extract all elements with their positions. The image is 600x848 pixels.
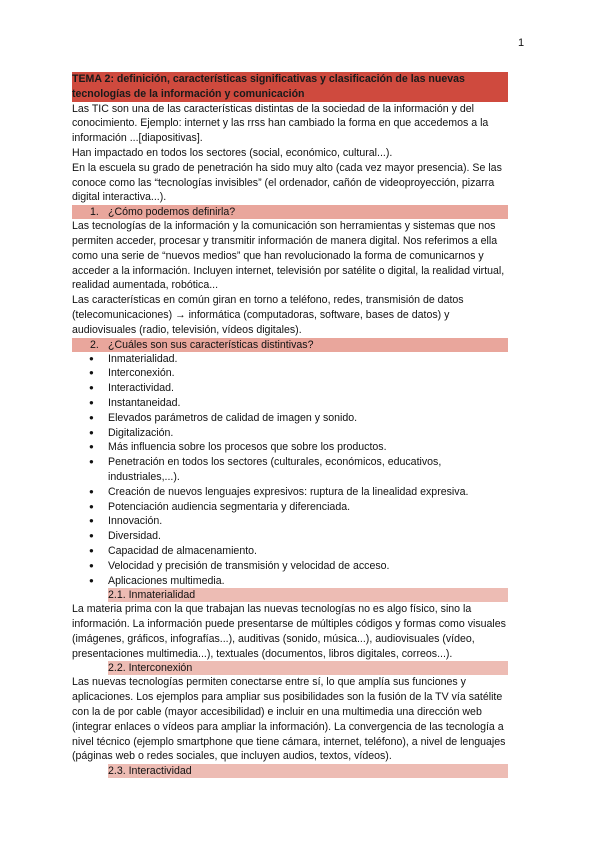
- subsection-heading-interconexion: 2.2. Interconexión: [108, 661, 508, 675]
- section-number: 2.: [90, 338, 99, 351]
- list-item: ● Potenciación audiencia segmentaria y diferenciada.: [72, 500, 508, 515]
- section-heading-characteristics: [72, 338, 508, 352]
- subsection-heading-interactividad: 2.3. Interactividad: [108, 764, 508, 778]
- list-item: ● Elevados parámetros de calidad de imagen y sonido.: [72, 411, 508, 426]
- list-item: ● Inmaterialidad.: [72, 352, 508, 367]
- section-heading-definition: [72, 205, 508, 219]
- list-item: ● Diversidad.: [72, 529, 508, 544]
- document-title: TEMA 2: definición, características significativas y clasificación de las nuevas tecnologías de la información y comunicación: [72, 72, 508, 102]
- intro-paragraph: En la escuela su grado de penetración ha sido muy alto (cada vez mayor presencia). Se las conoce como las “tecnologías invisibles” (el ordenador, cañón de videoproyección, pizarra digital interactiva...).: [72, 161, 502, 204]
- list-item: ● Interconexión.: [72, 366, 508, 381]
- list-item: ● Penetración en todos los sectores (culturales, económicos, educativos, industriales,...).: [72, 455, 508, 485]
- section-heading-text: ¿Cuáles son sus características distintivas?: [108, 338, 314, 351]
- subsection-heading-inmaterialidad: 2.1. Inmaterialidad: [108, 588, 508, 602]
- body-paragraph: La materia prima con la que trabajan las nuevas tecnologías no es algo físico, sino la información. La información puede presentarse de múltiples códigos y formas como visuales (imágenes, gráficos, infografías...), auditivas (sonido, música...), audiovisuales (vídeo, presentaciones multimedia...), textuales (documentos, libros digitales, correos...).: [72, 603, 506, 660]
- section-heading-text: ¿Cómo podemos definirla?: [108, 206, 236, 219]
- body-paragraph: Las características en común giran en torno a teléfono, redes, transmisión de datos (telecomunicaciones) → informática (computadoras, software, bases de datos) y audiovisuales (radio, televisión, vídeos digitales).: [72, 294, 464, 336]
- list-item: ● Interactividad.: [72, 381, 508, 396]
- body-paragraph: Las tecnologías de la información y la comunicación son herramientas y sistemas que nos permiten acceder, procesar y transmitir información de manera digital. Nos referimos a ella como una serie de “nuevos medios” que han revolucionado la forma de comunicarnos y acceder a la información. Incluyen internet, televisión por satélite o digital, la realidad virtual, realidad aumentada, robótica...: [72, 220, 505, 292]
- intro-paragraph: Las TIC son una de las características distintas de la sociedad de la información y del conocimiento. Ejemplo: internet y las rrss han cambiado la forma en que accedemos a la información ...[diapositivas].: [72, 102, 489, 145]
- list-item: ● Más influencia sobre los procesos que sobre los productos.: [72, 440, 508, 455]
- list-item: ● Capacidad de almacenamiento.: [72, 544, 508, 559]
- list-item: ● Digitalización.: [72, 426, 508, 441]
- document-body: [72, 72, 508, 778]
- intro-paragraph: Han impactado en todos los sectores (social, económico, cultural...).: [72, 146, 393, 159]
- body-paragraph: Las nuevas tecnologías permiten conectarse entre sí, lo que amplía sus funciones y aplicaciones. Los ejemplos para ampliar sus posibilidades son la fusión de la TV vía satélite con la de por cable (mayor accesibilidad) e incluir en una multimedia una dirección web (integrar enlaces o vídeos para ampliar la información). La convergencia de las tecnología a nivel técnico (ejemplo smartphone que tiene cámara, internet, teléfono), a nivel de lenguajes (páginas web o redes sociales, que incluyen audios, textos, vídeos).: [72, 676, 506, 763]
- list-item: ● Innovación.: [72, 514, 508, 529]
- characteristics-list: [72, 352, 508, 589]
- section-number: 1.: [90, 206, 99, 219]
- list-item: ● Instantaneidad.: [72, 396, 508, 411]
- list-item: ● Aplicaciones multimedia.: [72, 574, 508, 589]
- list-item: ● Creación de nuevos lenguajes expresivos: ruptura de la linealidad expresiva.: [72, 485, 508, 500]
- page-number: 1: [518, 37, 525, 49]
- list-item: ● Velocidad y precisión de transmisión y velocidad de acceso.: [72, 559, 508, 574]
